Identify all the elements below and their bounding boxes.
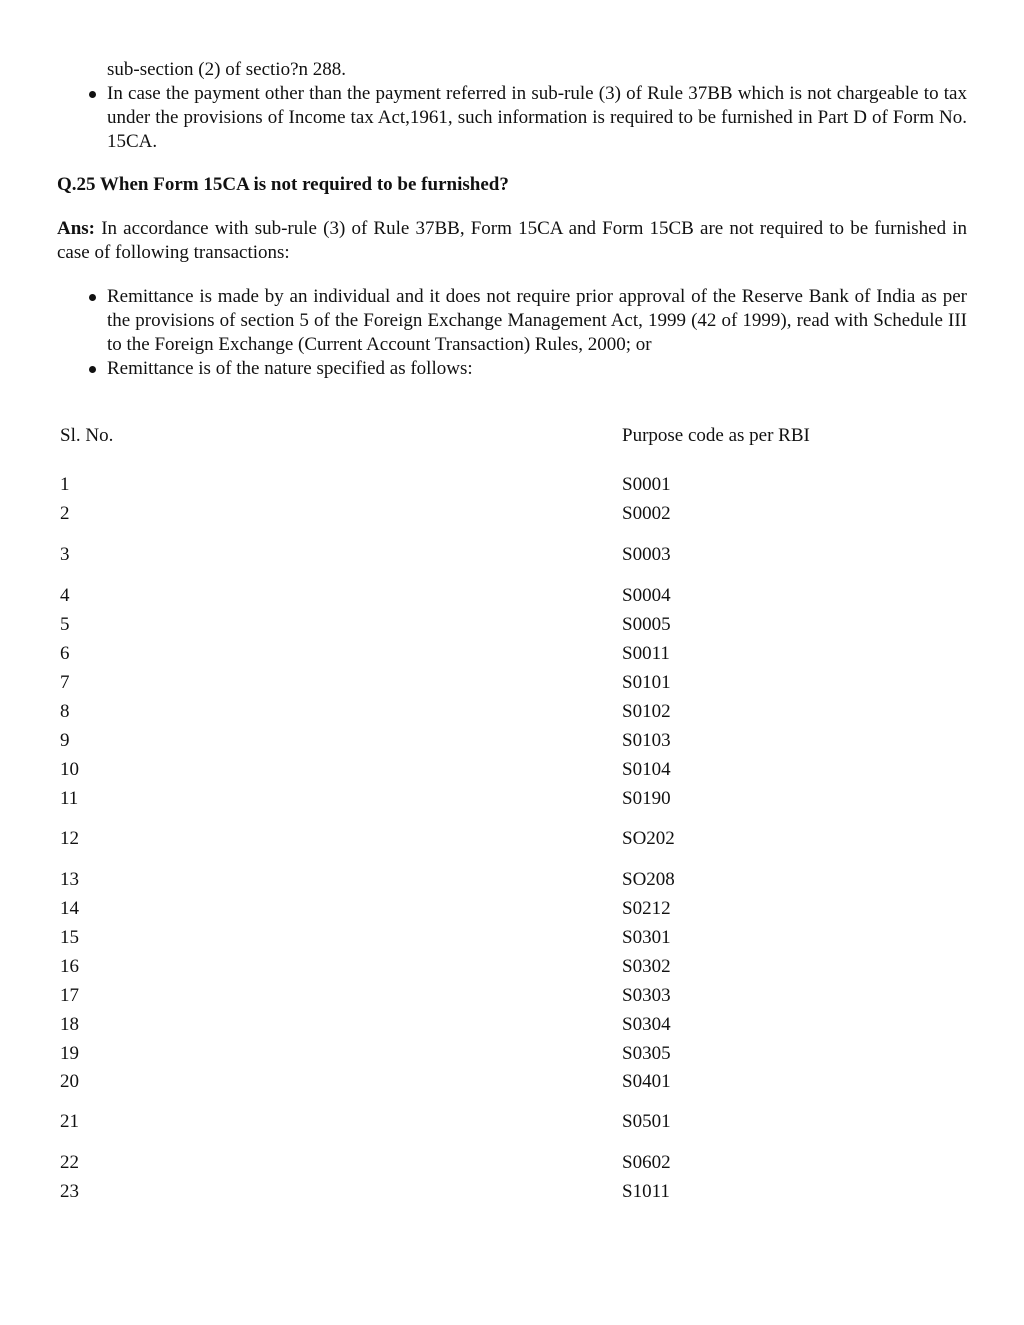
bullet-dot-icon	[89, 366, 96, 373]
table-row	[0, 1070, 1024, 1094]
table-row	[0, 926, 1024, 950]
table-header-row	[0, 424, 1024, 448]
table-row	[0, 1110, 1024, 1134]
column-header-sl-no: Sl. No.	[60, 425, 114, 446]
purpose-code-cell: S0302	[622, 956, 671, 977]
answer-paragraph	[57, 217, 967, 265]
purpose-code-cell: S0303	[622, 985, 671, 1006]
purpose-code-cell: S0305	[622, 1043, 671, 1064]
purpose-code-cell: S0602	[622, 1152, 671, 1173]
sl-no-cell: 22	[60, 1152, 79, 1173]
table-row	[0, 473, 1024, 497]
sl-no-cell: 19	[60, 1043, 79, 1064]
bullet-dot-icon	[89, 91, 96, 98]
table-row	[0, 543, 1024, 567]
purpose-code-cell: S0002	[622, 503, 671, 524]
table-row	[0, 584, 1024, 608]
table-row	[0, 758, 1024, 782]
table-row	[0, 868, 1024, 892]
table-row	[0, 613, 1024, 637]
purpose-code-cell: S0401	[622, 1071, 671, 1092]
sl-no-cell: 13	[60, 869, 79, 890]
sl-no-cell: 3	[60, 544, 70, 565]
bullet-item	[84, 285, 967, 357]
table-row	[0, 671, 1024, 695]
bullet-list-transactions	[84, 285, 967, 381]
bullet-text: In case the payment other than the payment referred in sub-rule (3) of Rule 37BB which is not chargeable to tax under the provisions of Income tax Act,1961, such information is required to be furnished in Part D of Form No. 15CA.	[107, 83, 967, 152]
table-row	[0, 1151, 1024, 1175]
purpose-code-cell: S0005	[622, 614, 671, 635]
purpose-code-cell: S0011	[622, 643, 670, 664]
purpose-code-cell: S0301	[622, 927, 671, 948]
purpose-code-cell: SO208	[622, 869, 675, 890]
table-row	[0, 787, 1024, 811]
purpose-code-cell: S0003	[622, 544, 671, 565]
purpose-code-cell: S0190	[622, 788, 671, 809]
bullet-dot-icon	[89, 294, 96, 301]
sl-no-cell: 17	[60, 985, 79, 1006]
table-row	[0, 502, 1024, 526]
sl-no-cell: 2	[60, 503, 70, 524]
table-row	[0, 642, 1024, 666]
sl-no-cell: 5	[60, 614, 70, 635]
sl-no-cell: 8	[60, 701, 70, 722]
purpose-code-cell: SO202	[622, 828, 675, 849]
bullet-item	[84, 357, 967, 381]
sl-no-cell: 7	[60, 672, 70, 693]
table-row	[0, 897, 1024, 921]
sl-no-cell: 1	[60, 474, 70, 495]
bullet-text: Remittance is made by an individual and it does not require prior approval of the Reserve Bank of India as per the provisions of section 5 of the Foreign Exchange Management Act, 1999 (42 of 1999), read with Schedule III to the Foreign Exchange (Current Account Transaction) Rules, 2000; or	[107, 286, 967, 355]
sl-no-cell: 18	[60, 1014, 79, 1035]
sl-no-cell: 6	[60, 643, 70, 664]
sl-no-cell: 12	[60, 828, 79, 849]
table-row	[0, 1013, 1024, 1037]
purpose-code-cell: S0101	[622, 672, 671, 693]
table-row	[0, 984, 1024, 1008]
sl-no-cell: 20	[60, 1071, 79, 1092]
answer-label: Ans:	[57, 218, 96, 239]
sl-no-cell: 21	[60, 1111, 79, 1132]
question-heading: Q.25 When Form 15CA is not required to be furnished?	[57, 174, 509, 195]
sl-no-cell: 4	[60, 585, 70, 606]
table-row	[0, 1180, 1024, 1204]
sl-no-cell: 23	[60, 1181, 79, 1202]
sl-no-cell: 14	[60, 898, 79, 919]
purpose-code-cell: S0304	[622, 1014, 671, 1035]
purpose-code-cell: S1011	[622, 1181, 670, 1202]
purpose-code-cell: S0004	[622, 585, 671, 606]
purpose-code-cell: S0501	[622, 1111, 671, 1132]
table-row	[0, 1042, 1024, 1066]
purpose-code-cell: S0103	[622, 730, 671, 751]
answer-text: In accordance with sub-rule (3) of Rule 37BB, Form 15CA and Form 15CB are not required to be furnished in case of following transactions:	[57, 218, 968, 263]
sl-no-cell: 16	[60, 956, 79, 977]
table-row	[0, 729, 1024, 753]
purpose-code-cell: S0102	[622, 701, 671, 722]
purpose-code-cell: S0001	[622, 474, 671, 495]
sl-no-cell: 11	[60, 788, 79, 809]
table-row	[0, 827, 1024, 851]
purpose-code-cell: S0212	[622, 898, 671, 919]
purpose-code-cell: S0104	[622, 759, 671, 780]
bullet-list-top	[84, 82, 967, 154]
table-row	[0, 955, 1024, 979]
continuation-text: sub-section (2) of sectio?n 288.	[107, 59, 347, 80]
sl-no-cell: 10	[60, 759, 79, 780]
table-row	[0, 700, 1024, 724]
bullet-text: Remittance is of the nature specified as follows:	[107, 358, 473, 379]
sl-no-cell: 15	[60, 927, 79, 948]
bullet-item	[84, 82, 967, 154]
column-header-purpose-code: Purpose code as per RBI	[622, 425, 810, 446]
sl-no-cell: 9	[60, 730, 70, 751]
